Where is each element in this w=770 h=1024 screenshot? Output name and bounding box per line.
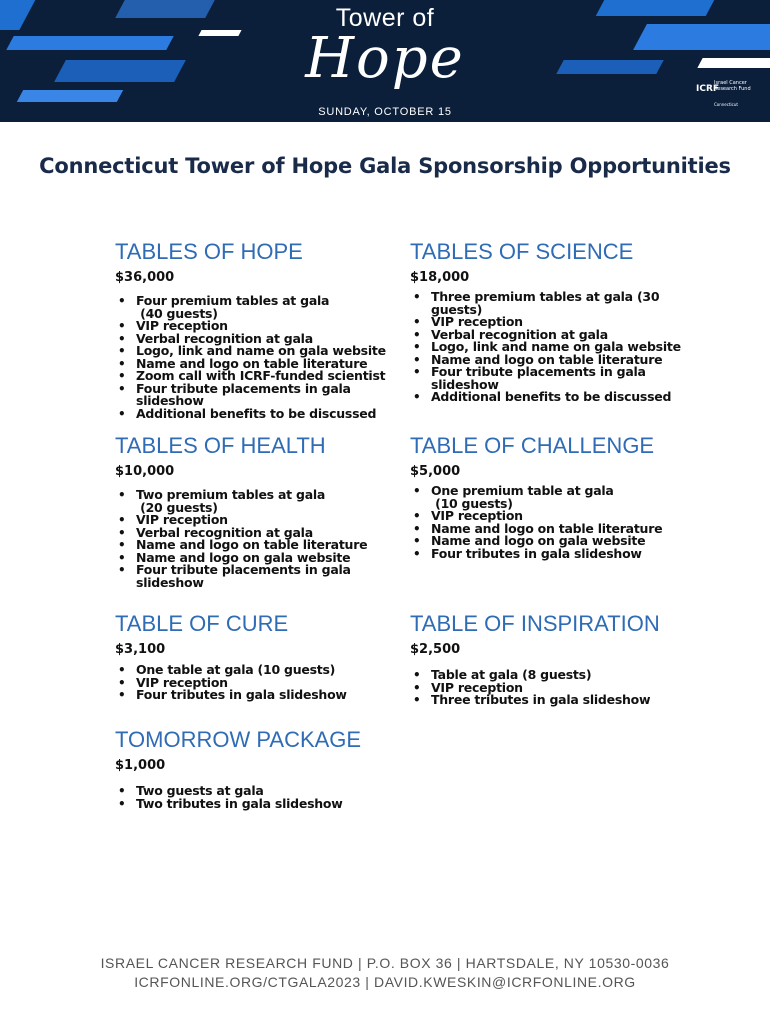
list-item: • Verbal recognition at gala bbox=[115, 527, 405, 540]
list-item: • Additional benefits to be discussed bbox=[410, 391, 710, 404]
list-item: • Four tribute placements in gala slideshow bbox=[115, 383, 405, 408]
list-item: • Verbal recognition at gala bbox=[115, 333, 405, 346]
section-heading: TOMORROW PACKAGE bbox=[115, 727, 362, 752]
benefit-list bbox=[410, 669, 710, 707]
list-item: • VIP reception bbox=[115, 514, 405, 527]
banner-title-top: Tower of bbox=[335, 4, 435, 32]
section-heading: TABLES OF HEALTH bbox=[115, 433, 326, 458]
list-item: • Four tributes in gala slideshow bbox=[115, 689, 405, 702]
section-price: $2,500 bbox=[410, 642, 461, 657]
list-item: • Verbal recognition at gala bbox=[410, 329, 710, 342]
list-item: • One table at gala (10 guests) bbox=[115, 664, 405, 677]
section-table-of-challenge bbox=[410, 434, 710, 560]
list-item: • Three premium tables at gala (30 guests) bbox=[410, 291, 710, 316]
list-item: • Three tributes in gala slideshow bbox=[410, 694, 710, 707]
benefit-list bbox=[115, 664, 405, 702]
section-price: $18,000 bbox=[410, 270, 470, 285]
list-item: • Two guests at gala bbox=[115, 785, 405, 798]
section-heading: TABLE OF CURE bbox=[115, 611, 289, 636]
benefit-list bbox=[410, 485, 710, 560]
list-item: • VIP reception bbox=[115, 677, 405, 690]
banner-title-main: Hope bbox=[305, 26, 465, 91]
list-item: • Four tributes in gala slideshow bbox=[410, 548, 710, 561]
footer-address: ISRAEL CANCER RESEARCH FUND | P.O. BOX 36 | HARTSDALE, NY 10530-0036 bbox=[100, 955, 670, 971]
logo-text: Israel Cancer Research Fund bbox=[714, 80, 751, 92]
section-heading: TABLE OF INSPIRATION bbox=[410, 611, 660, 636]
list-item: • Two tributes in gala slideshow bbox=[115, 798, 405, 811]
logo-mark: ICRF bbox=[696, 84, 720, 94]
list-item: • Name and logo on table literature bbox=[115, 358, 405, 371]
list-item: • Logo, link and name on gala website bbox=[115, 345, 405, 358]
list-item: • Four tribute placements in gala slideshow bbox=[410, 366, 710, 391]
list-item: • Four premium tables at gala (40 guests) bbox=[115, 295, 405, 320]
header-banner bbox=[0, 0, 770, 122]
logo-subtext: Connecticut bbox=[714, 102, 738, 107]
list-item: • VIP reception bbox=[115, 320, 405, 333]
section-tomorrow-package bbox=[115, 728, 405, 810]
section-tables-of-science bbox=[410, 240, 710, 404]
list-item: • VIP reception bbox=[410, 316, 710, 329]
footer bbox=[0, 954, 770, 992]
list-item: • Name and logo on gala website bbox=[410, 535, 710, 548]
section-price: $36,000 bbox=[115, 270, 175, 285]
list-item: • One premium table at gala (10 guests) bbox=[410, 485, 710, 510]
benefit-list bbox=[115, 489, 405, 589]
section-price: $10,000 bbox=[115, 464, 175, 479]
section-price: $1,000 bbox=[115, 758, 166, 773]
banner-date: SUNDAY, OCTOBER 15 bbox=[318, 106, 452, 118]
section-price: $3,100 bbox=[115, 642, 166, 657]
section-table-of-cure bbox=[115, 612, 405, 702]
list-item: • Name and logo on table literature bbox=[410, 523, 710, 536]
section-heading: TABLES OF SCIENCE bbox=[410, 239, 634, 264]
benefit-list bbox=[410, 291, 710, 404]
list-item: • Name and logo on gala website bbox=[115, 552, 405, 565]
list-item: • Name and logo on table literature bbox=[115, 539, 405, 552]
benefit-list bbox=[115, 295, 405, 420]
page-title: Connecticut Tower of Hope Gala Sponsorship Opportunities bbox=[39, 154, 731, 178]
section-heading: TABLE OF CHALLENGE bbox=[410, 433, 655, 458]
section-tables-of-health bbox=[115, 434, 405, 589]
list-item: • Name and logo on table literature bbox=[410, 354, 710, 367]
list-item: • VIP reception bbox=[410, 510, 710, 523]
section-table-of-inspiration bbox=[410, 612, 710, 707]
section-tables-of-hope bbox=[115, 240, 405, 420]
icrf-logo bbox=[696, 78, 756, 108]
list-item: • Four tribute placements in gala slideshow bbox=[115, 564, 405, 589]
section-price: $5,000 bbox=[410, 464, 461, 479]
footer-contact: ICRFONLINE.ORG/CTGALA2023 | DAVID.KWESKIN@ICRFONLINE.ORG bbox=[134, 974, 636, 990]
list-item: • Two premium tables at gala (20 guests) bbox=[115, 489, 405, 514]
list-item: • Additional benefits to be discussed bbox=[115, 408, 405, 421]
list-item: • Table at gala (8 guests) bbox=[410, 669, 710, 682]
benefit-list bbox=[115, 785, 405, 810]
list-item: • VIP reception bbox=[410, 682, 710, 695]
list-item: • Zoom call with ICRF-funded scientist bbox=[115, 370, 405, 383]
section-heading: TABLES OF HOPE bbox=[115, 239, 303, 264]
list-item: • Logo, link and name on gala website bbox=[410, 341, 710, 354]
